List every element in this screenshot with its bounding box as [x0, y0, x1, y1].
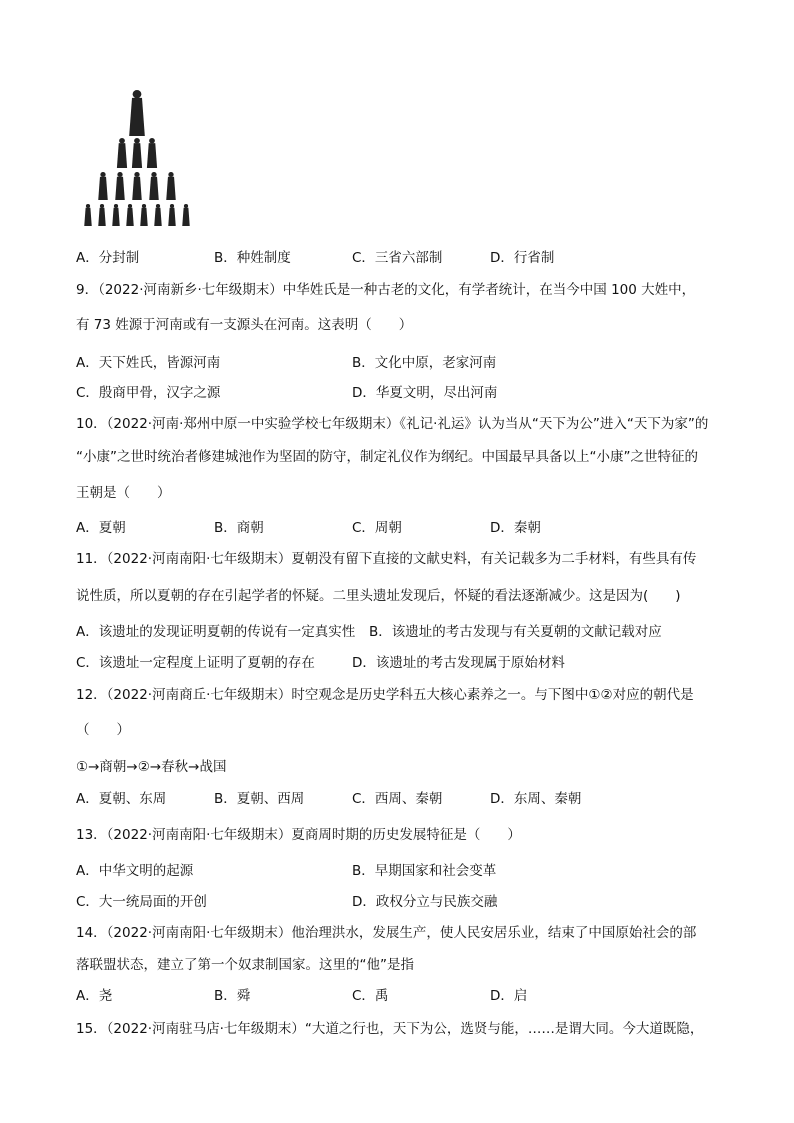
q13-stem-line1: 13．（2022·河南南阳·七年级期末）夏商周时期的历史发展特征是（ ） [76, 827, 521, 843]
pyramid-of-figures-icon [78, 88, 196, 228]
option-b[interactable]: B．种姓制度 [214, 250, 291, 266]
option-c[interactable]: C．三省六部制 [352, 250, 443, 266]
q10-stem-line1: 10．（2022·河南·郑州中原一中实验学校七年级期末）《礼记·礼运》认为当从“天下为公”进入“天下为家”的 [76, 416, 709, 432]
q10-options [76, 519, 636, 537]
option-b[interactable]: B．文化中原，老家河南 [352, 355, 497, 371]
q10-stem-line3: 王朝是（ ） [76, 485, 171, 501]
option-d[interactable]: D．启 [490, 988, 528, 1004]
option-c[interactable]: C．西周、秦朝 [352, 791, 443, 807]
option-d[interactable]: D．华夏文明，尽出河南 [352, 385, 498, 401]
option-b[interactable]: B．夏朝、西周 [214, 791, 305, 807]
q9-options-row2 [76, 384, 636, 402]
q14-stem-line2: 落联盟状态，建立了第一个奴隶制国家。这里的“他”是指 [76, 957, 414, 973]
option-a[interactable]: A．尧 [76, 988, 113, 1004]
q11-stem-line1: 11．（2022·河南南阳·七年级期末）夏朝没有留下直接的文献史料，有关记载多为二手材料，有些具有传 [76, 551, 697, 567]
q11-stem-line2: 说性质，所以夏朝的存在引起学者的怀疑。二里头遗址发现后，怀疑的看法逐渐减少。这是因为( ) [76, 588, 681, 604]
q9-stem-line1: 9．（2022·河南新乡·七年级期末）中华姓氏是一种古老的文化，有学者统计，在当今中国 100 大姓中， [76, 282, 696, 298]
option-a[interactable]: A．夏朝 [76, 520, 126, 536]
q14-options [76, 987, 636, 1005]
option-d[interactable]: D．政权分立与民族交融 [352, 894, 498, 910]
option-c[interactable]: C．该遗址一定程度上证明了夏朝的存在 [76, 655, 315, 671]
option-b[interactable]: B．早期国家和社会变革 [352, 863, 497, 879]
q12-stem-line2: （ ） [76, 722, 130, 738]
option-c[interactable]: C．殷商甲骨，汉字之源 [76, 385, 221, 401]
q15-stem-line1: 15．（2022·河南驻马店·七年级期末）“大道之行也，天下为公，选贤与能，……是谓大同。今大道既隐， [76, 1021, 704, 1037]
option-b[interactable]: B．舜 [214, 988, 251, 1004]
option-c[interactable]: C．禹 [352, 988, 389, 1004]
q9-stem-line2: 有 73 姓源于河南或有一支源头在河南。这表明（ ） [76, 317, 413, 333]
q8-options [76, 249, 636, 267]
option-c[interactable]: C．大一统局面的开创 [76, 894, 207, 910]
option-b[interactable]: B．商朝 [214, 520, 264, 536]
option-a[interactable]: A．该遗址的发现证明夏朝的传说有一定真实性 [76, 624, 356, 640]
option-a[interactable]: A．夏朝、东周 [76, 791, 167, 807]
q14-stem-line1: 14．（2022·河南南阳·七年级期末）他治理洪水，发展生产，使人民安居乐业，结束了中国原始社会的部 [76, 925, 697, 941]
q11-options-row1 [76, 623, 716, 641]
option-a[interactable]: A．中华文明的起源 [76, 863, 194, 879]
q9-options-row1 [76, 354, 636, 372]
q13-options-row2 [76, 893, 636, 911]
q12-stem-line1: 12．（2022·河南商丘·七年级期末）时空观念是历史学科五大核心素养之一。与下图中①②对应的朝代是 [76, 687, 694, 703]
option-b[interactable]: B．该遗址的考古发现与有关夏朝的文献记载对应 [369, 624, 662, 640]
q10-stem-line2: “小康”之世时统治者修建城池作为坚固的防守，制定礼仪作为纲纪。中国最早具备以上“小康”之世特征的 [76, 449, 698, 465]
option-d[interactable]: D．秦朝 [490, 520, 541, 536]
q12-sequence: ①→商朝→②→春秋→战国 [76, 759, 227, 775]
option-d[interactable]: D．该遗址的考古发现属于原始材料 [352, 655, 565, 671]
option-d[interactable]: D．东周、秦朝 [490, 791, 582, 807]
q11-options-row2 [76, 654, 716, 672]
q13-options-row1 [76, 862, 636, 880]
option-a[interactable]: A．天下姓氏，皆源河南 [76, 355, 221, 371]
option-c[interactable]: C．周朝 [352, 520, 402, 536]
option-a[interactable]: A．分封制 [76, 250, 140, 266]
option-d[interactable]: D．行省制 [490, 250, 555, 266]
q12-options [76, 790, 636, 808]
